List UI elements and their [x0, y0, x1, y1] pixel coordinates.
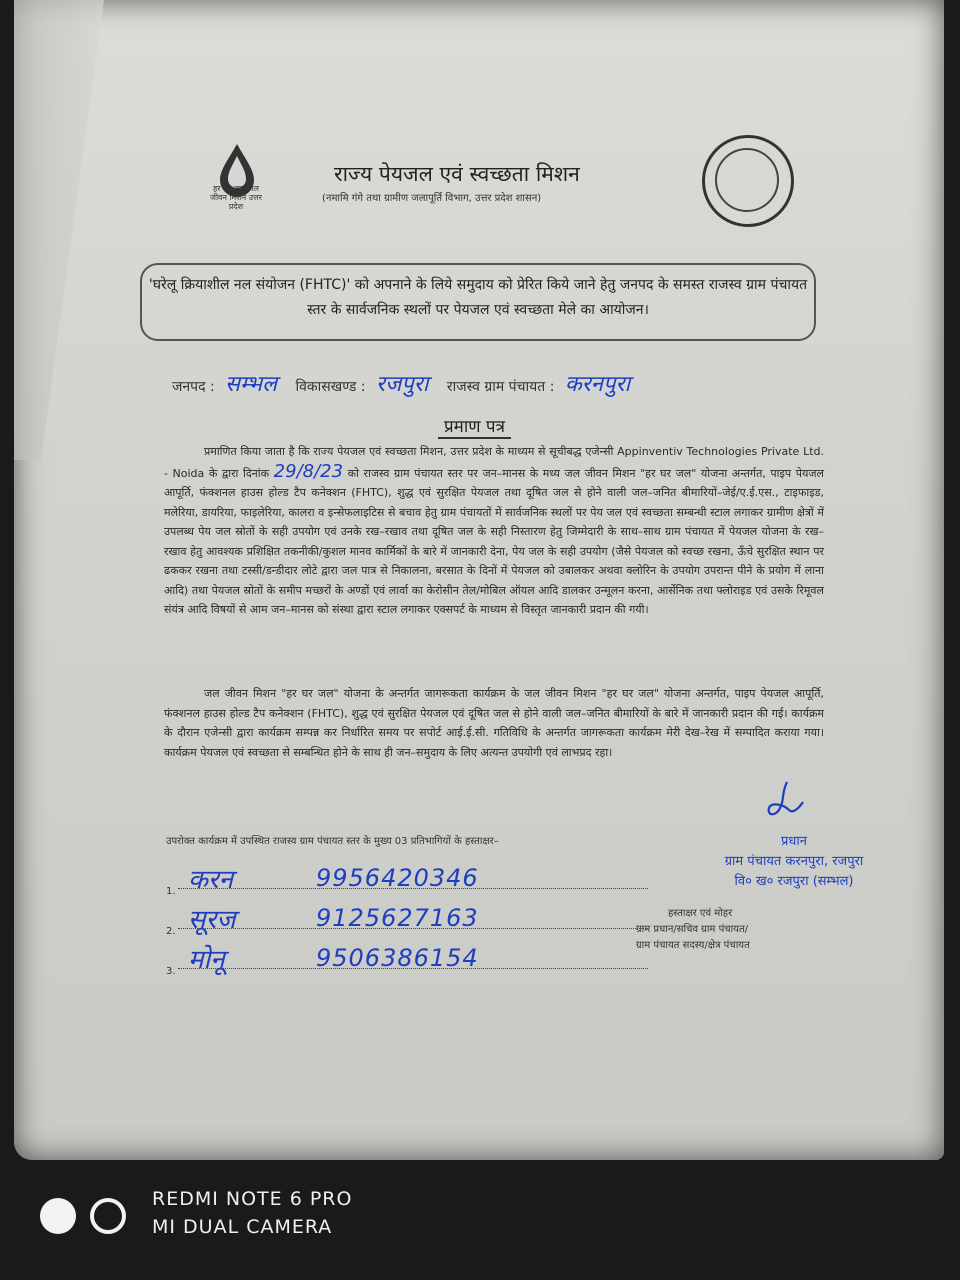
paper-fold [14, 0, 104, 460]
signature-caption-3: ग्राम पंचायत सदस्य/क्षेत्र पंचायत [636, 940, 750, 951]
document-page [14, 0, 944, 1160]
certificate-paragraph-1 [164, 442, 824, 620]
participant-phone: 9956420346 [316, 864, 479, 892]
participant-name: करन [188, 865, 234, 895]
certificate-paragraph-2: जल जीवन मिशन "हर घर जल" योजना के अन्तर्गत जागरूकता कार्यक्रम के जल जीवन मिशन "हर घर जल" योजना अन्तर्गत, पाइप पेयजल आपूर्ति, फंक्शनल हाउस होल्ड टैप कनेक्शन (FHTC), शुद्ध एवं सुरक्षित पेयजल एवं दूषित जल से होने वाली जल–जनित बीमारियों के बारे में जानकारी प्रदान की गई। कार्यक्रम के दौरान एजेन्सी द्वारा कार्यक्रम सम्पन्न कर निर्धारित समय पर सपोर्ट आई.ई.सी. गतिविधि के अन्तर्गत जागरूकता कार्यक्रम मेरी देख–रेख में सम्पादित कराया गया। कार्यक्रम पेयजल एवं स्वच्छता से सम्बन्धित होने के साथ ही जन–समुदाय के लिए अत्यन्त उपयोगी एवं लाभप्रद रहा। [164, 687, 824, 759]
watermark-dot-icon [40, 1198, 76, 1234]
watermark-line-2: MI DUAL CAMERA [152, 1216, 333, 1238]
certificate-title: प्रमाण पत्र [438, 414, 511, 439]
stamp-line-2: ग्राम पंचायत करनपुरा, रजपुरा [724, 854, 864, 869]
event-date: 29/8/23 [273, 460, 344, 482]
paragraph-1-rest: को राजस्व ग्राम पंचायत स्तर पर जन–मानस के मध्य जल जीवन मिशन "हर घर जल" योजना अन्तर्गत, पाइप पेयजल आपूर्ति, फंक्शनल हाउस होल्ड टैप कनेक्शन (FHTC), शुद्ध एवं सुरक्षित पेयजल तथा दूषित जल से होने वाली जल–जनित बीमारियों–जेई/ए.ई.एस., टाइफाइड, मलेरिया, डायरिया, फाइलेरिया, कालरा व इन्सेफलाइटिस से बचाव हेतु ग्राम पंचायतों में सार्वजनिक स्थलों पर पेय जल एवं स्वच्छता सम्बन्धी स्टाल लगाकर ग्रामीण क्षेत्रों में उपलब्ध पेय जल स्रोतों के सही उपयोग एवं उनके रख–रखाव तथा दूषित जल के सही निस्तारण हेतु जिम्मेदारी के साथ–साथ ग्राम पंचायत में पेयजल योजना के रख–रखाव हेतु आवश्यक प्रशिक्षित तकनीकी/कुशल मानव कार्मिकों के बारे में जानकारी देना, पेय जल के सही उपयोग (जैसे पेयजल को स्वच्छ रखना, ऊँचे सुरक्षित स्थान पर ढककर रखना तथा टस्सी/डन्डीदार लोटे द्वारा जल पात्र से निकालना, बरसात के दिनों में पेयजल को उबालकर अथवा क्लोरिन के उपयोग उपरान्त पीने के प्रयोग में लाना आदि) तथा पेयजल स्रोतों के समीप मच्छरों के अण्डों एवं लार्वा का केरोसीन तेल/मोबिल ऑयल आदि डालकर उन्मूलन करना, आर्सेनिक तथा फ्लोराइड एवं उसके रिमूवल संयंत्र आदि विषयों से आम जन–मानस को संस्था द्वारा स्टाल लगाकर एक्सपर्ट के माध्यम से विस्तृत जानकारी प्रदान की गयी। [164, 466, 824, 616]
participant-row [166, 904, 479, 937]
block-value: रजपुरा [375, 372, 429, 397]
paragraph-1-start: प्रमाणित किया जाता है कि राज्य पेयजल एवं स्वच्छता मिशन, उत्तर प्रदेश के माध्यम से सूचीबद्ध एजेन्सी Appinventiv Technologies Private Ltd. - Noida के द्वारा दिनांक [164, 445, 824, 480]
district-label: जनपद : [172, 379, 215, 395]
participant-phone: 9125627163 [316, 904, 479, 932]
participant-row [166, 864, 479, 897]
participant-phone: 9506386154 [316, 944, 479, 972]
participant-name: मोनू [188, 945, 225, 975]
page-subtitle: (नमामि गंगे तथा ग्रामीण जलापूर्ति विभाग, उत्तर प्रदेश शासन) [322, 193, 542, 204]
seal-inner-ring [715, 148, 779, 212]
signature-caption-1: हस्ताक्षर एवं मोहर [668, 908, 733, 919]
panchayat-value: करनपुरा [564, 372, 631, 397]
signature-caption-2: ग्राम प्रधान/सचिव ग्राम पंचायत/ [636, 924, 749, 935]
watermark-line-1: REDMI NOTE 6 PRO [152, 1188, 353, 1210]
dotted-line [178, 928, 648, 929]
participant-index: 3. [166, 966, 176, 977]
participants-heading: उपरोक्त कार्यक्रम में उपस्थित राजस्व ग्राम पंचायत स्तर के मुख्य 03 प्रतिभागियों के हस्ताक्षर– [166, 836, 499, 847]
left-logo-text: हर घर जल जल जीवन मिशन उत्तर प्रदेश [210, 184, 262, 211]
dotted-line [178, 888, 648, 889]
participant-index: 2. [166, 926, 176, 937]
official-stamp [694, 832, 894, 892]
block-label: विकासखण्ड : [295, 379, 366, 395]
up-government-seal [702, 135, 794, 227]
participant-index: 1. [166, 886, 176, 897]
page-title: राज्य पेयजल एवं स्वच्छता मिशन [334, 162, 580, 186]
dotted-line [178, 968, 648, 969]
signature-caption [636, 906, 866, 954]
stamp-line-1: प्रधान [781, 834, 807, 849]
watermark-ring-icon [90, 1198, 126, 1234]
participant-row [166, 944, 479, 977]
participant-name: सूरज [188, 905, 236, 935]
pradhan-signature [759, 780, 809, 830]
event-notice-box: 'घरेलू क्रियाशील नल संयोजन (FHTC)' को अपनाने के लिये समुदाय को प्रेरित किये जाने हेतु जनपद के समस्त राजस्व ग्राम पंचायत स्तर के सार्वजनिक स्थलों पर पेयजल एवं स्वच्छता मेले का आयोजन। [140, 263, 816, 341]
panchayat-label: राजस्व ग्राम पंचायत : [446, 379, 555, 395]
camera-watermark [40, 1188, 460, 1248]
stamp-line-3: वि० ख० रजपुरा (सम्भल) [734, 874, 854, 889]
location-fields [172, 368, 630, 398]
district-value: सम्भल [225, 372, 278, 397]
